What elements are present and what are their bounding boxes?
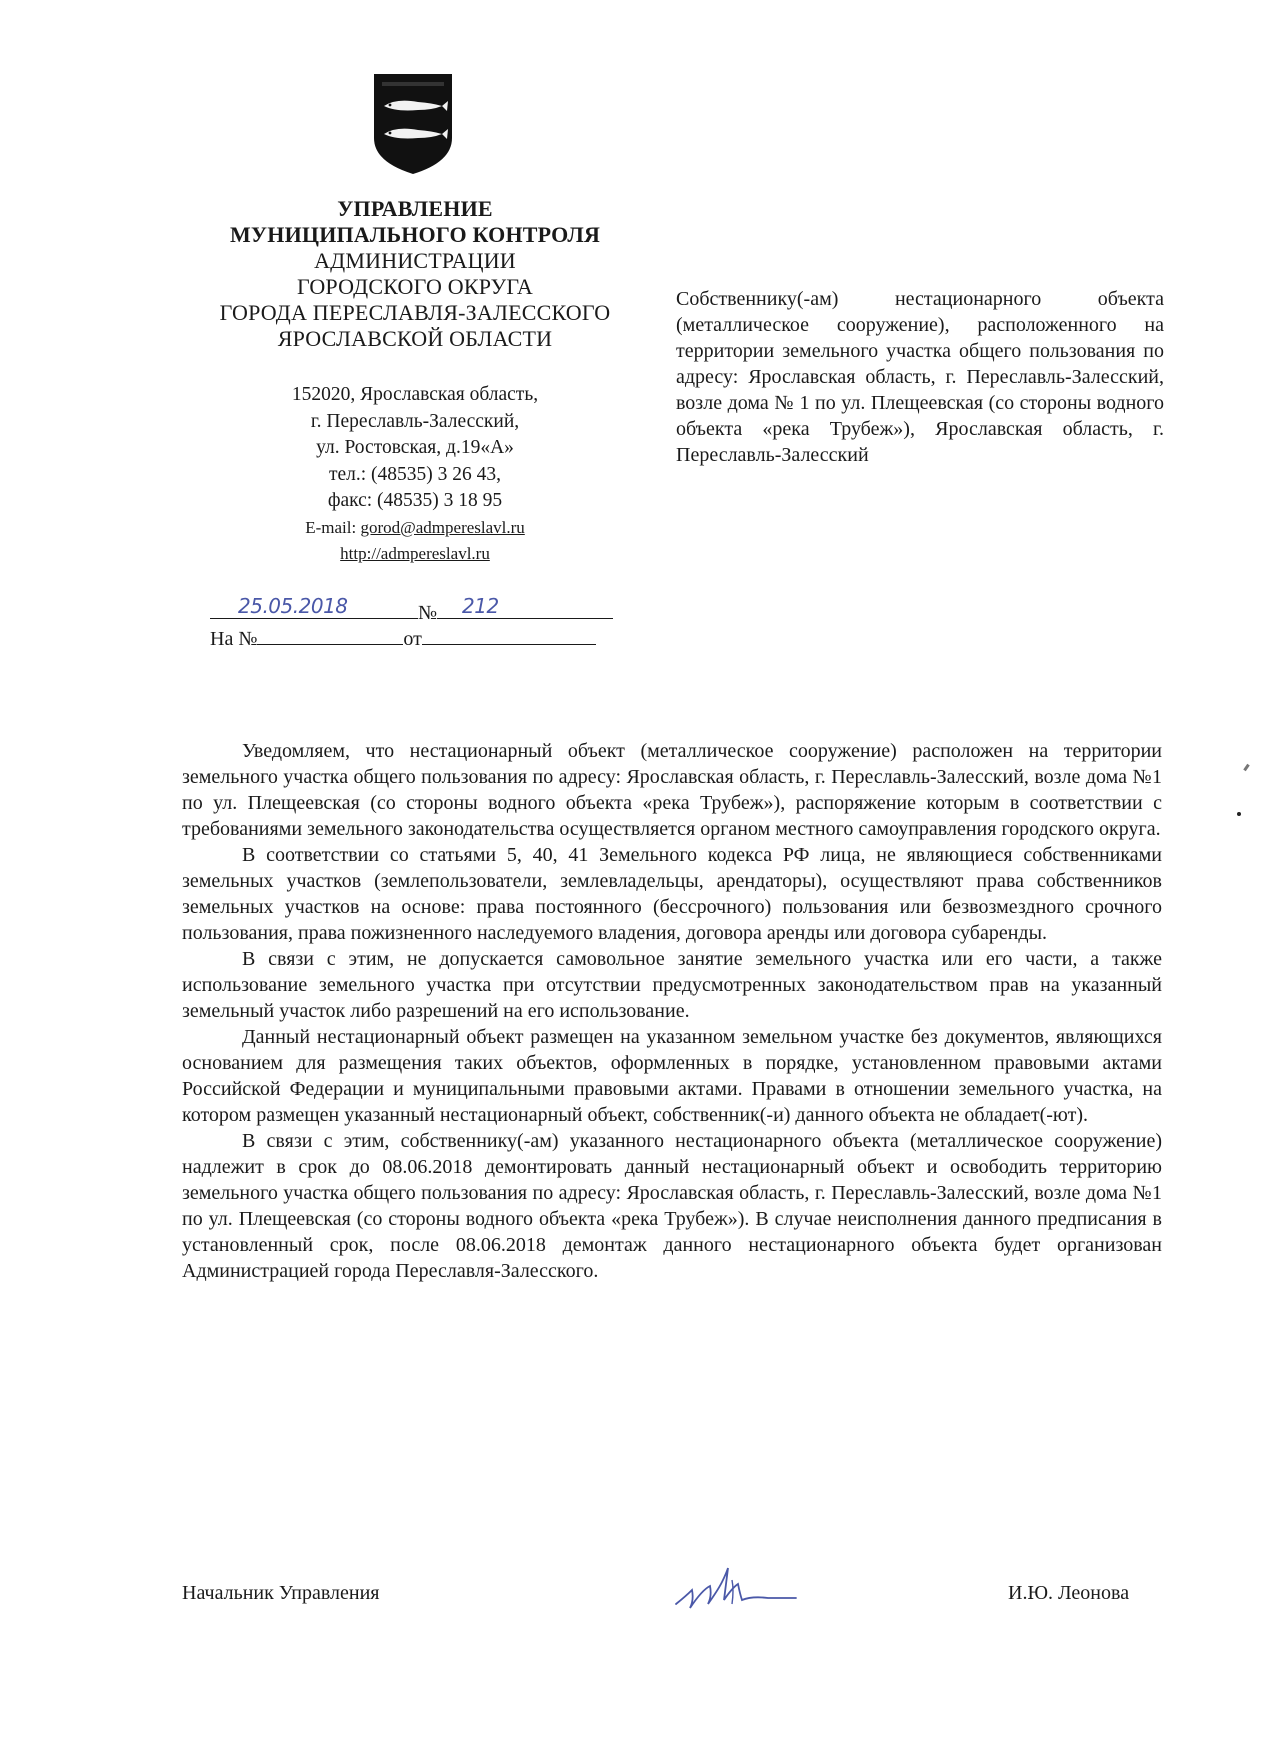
org-line: УПРАВЛЕНИЕ — [337, 196, 493, 221]
handwritten-signature — [672, 1560, 802, 1616]
body-paragraph: В соответствии со статьями 5, 40, 41 Земельного кодекса РФ лица, не являющиеся собственниками земельных участков (землепользователи, землевладельцы, арендаторы), осуществляют права собственников земельных участков на основе: права постоянного (бессрочного) пользования или безвозмездного срочного пользования, права пожизненного наследуемого владения, договора аренды или договора субаренды. — [182, 844, 1162, 944]
address-line: 152020, Ярославская область, — [291, 384, 539, 405]
recipient-block: Собственнику(-ам) нестационарного объекта (металлическое сооружение), расположенного на территории земельного участка общего пользования по адресу: Ярославская область, г. Переславль-Залесский, возле дома № 1 по ул. Плещеевская (со стороны водного объекта «река Трубеж»), Ярославская область, г. Переславль-Залесский — [676, 288, 1164, 466]
scan-speck — [1243, 764, 1249, 771]
coat-of-arms-emblem — [372, 72, 454, 176]
address-line: г. Переславль-Залесский, — [310, 410, 520, 432]
body-paragraph: В связи с этим, не допускается самовольное занятие земельного участка или его части, а также использование земельного участка при отсутствии предусмотренных законодательством прав на указанный земельный участок либо разрешений на его использование. — [182, 948, 1162, 1022]
org-line: ГОРОДСКОГО ОКРУГА — [296, 274, 534, 299]
email-line — [210, 515, 620, 542]
fax-line: факс: (48535) 3 18 95 — [327, 490, 503, 511]
org-line: МУНИЦИПАЛЬНОГО КОНТРОЛЯ — [229, 222, 601, 247]
reference-row — [210, 624, 596, 651]
org-line: ГОРОДА ПЕРЕСЛАВЛЯ-ЗАЛЕССКОГО — [219, 300, 611, 325]
email-link[interactable]: gorod@admpereslavl.ru — [360, 517, 525, 537]
body-paragraph: Данный нестационарный объект размещен на указанном земельном участке без документов, являющихся основанием для размещения таких объектов, оформленных в порядке, установленном правовыми актами Российской Федерации и муниципальными правовыми актами. Правами в отношении земельного участка, на котором размещен указанный нестационарный объект, собственник(-и) данного объекта не обладает(-ют). — [182, 1026, 1162, 1126]
handwritten-date: 25.05.2018 — [238, 594, 348, 618]
email-label: E-mail: — [305, 517, 357, 537]
org-line: АДМИНИСТРАЦИИ — [314, 248, 516, 273]
scan-speck — [1237, 812, 1241, 816]
organization-header — [160, 196, 670, 352]
signatory-name: И.Ю. Леонова — [1008, 1582, 1130, 1604]
signatory-title: Начальник Управления — [182, 1582, 380, 1604]
organization-address — [210, 382, 620, 568]
body-paragraph: В связи с этим, собственнику(-ам) указанного нестационарного объекта (металлическое сооружение) надлежит в срок до 08.06.2018 демонтировать данный нестационарный объект и освободить территорию земельного участка общего пользования по адресу: Ярославская область, г. Переславль-Залесский, возле дома №1 по ул. Плещеевская (со стороны водного объекта «река Трубеж»). В случае неисполнения данного предписания в установленный срок, после 08.06.2018 демонтаж данного нестационарного объекта будет организован Администрацией города Переславля-Залесского. — [182, 1130, 1162, 1282]
from-field — [422, 624, 596, 645]
letter-body — [182, 738, 1162, 1284]
ref-label: На № — [210, 628, 258, 650]
org-line: ЯРОСЛАВСКОЙ ОБЛАСТИ — [277, 326, 553, 351]
ref-field — [257, 624, 403, 645]
from-label: от — [403, 628, 422, 650]
handwritten-number: 212 — [462, 594, 499, 618]
address-line: ул. Ростовская, д.19«А» — [316, 437, 514, 458]
website-link[interactable]: http://admpereslavl.ru — [340, 544, 490, 563]
number-label: № — [418, 602, 438, 624]
body-paragraph: Уведомляем, что нестационарный объект (металлическое сооружение) расположен на территории земельного участка общего пользования по адресу: Ярославская область, г. Переславль-Залесский, возле дома №1 по ул. Плещеевская (со стороны водного объекта «река Трубеж»), распоряжение которым в соответствии с требованиями земельного законодательства осуществляется органом местного самоуправления городского округа. — [182, 740, 1162, 840]
phone-line: тел.: (48535) 3 26 43, — [328, 463, 502, 485]
